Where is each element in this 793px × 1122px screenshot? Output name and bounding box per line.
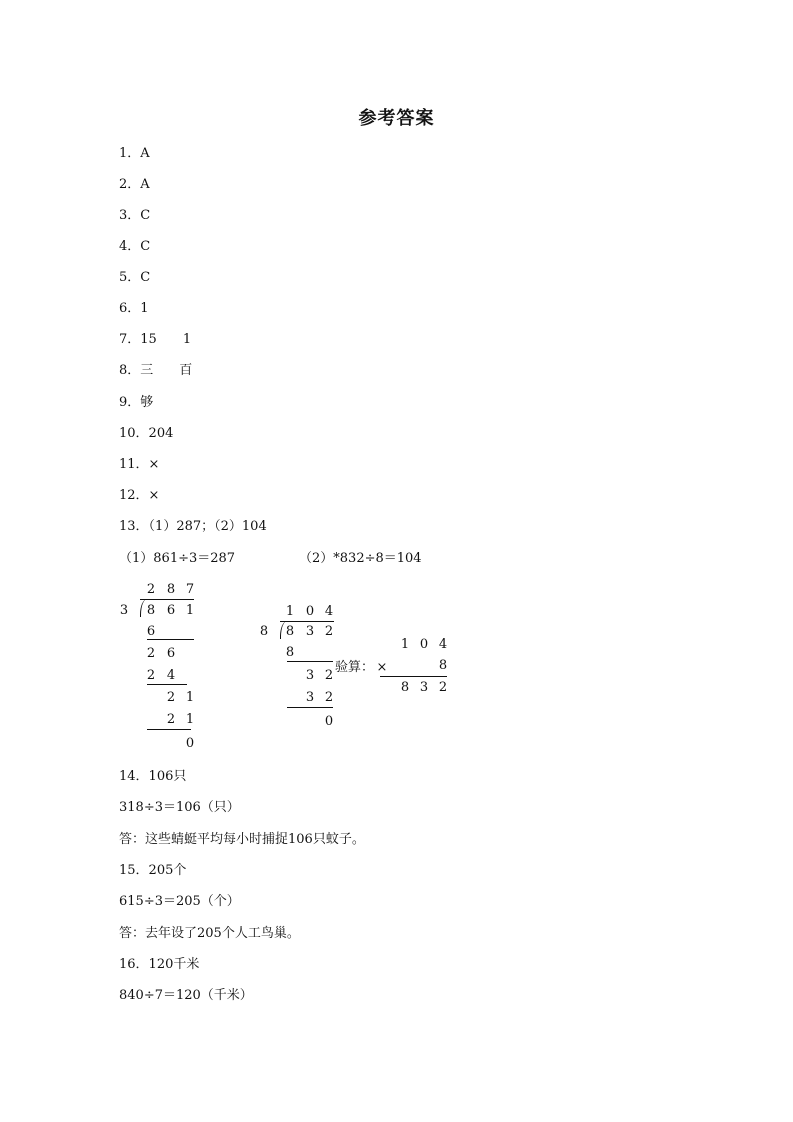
page-title: 参考答案 <box>358 108 435 129</box>
division-bar <box>140 599 194 600</box>
answer-13: 13．（1）287；（2）104 <box>119 519 267 534</box>
digit: 8 <box>146 603 156 618</box>
digit: 2 <box>166 690 176 705</box>
digit: 1 <box>185 690 195 705</box>
answer-9: 9．够 <box>119 395 154 410</box>
answer-5: 5．C <box>119 270 151 285</box>
subtraction-line <box>287 707 333 708</box>
digit: 2 <box>146 668 156 683</box>
multiply-sign: × <box>376 660 388 675</box>
product-line <box>380 676 447 677</box>
digit: 1 <box>185 712 195 727</box>
q13-equation-1: （1）861÷3＝287 <box>119 551 236 566</box>
digit: 2 <box>324 690 334 705</box>
digit: 8 <box>400 680 410 695</box>
answer-3: 3．C <box>119 208 151 223</box>
remainder: 0 <box>324 714 334 729</box>
digit: 7 <box>185 582 195 597</box>
digit: 4 <box>438 637 448 652</box>
answer-1: 1．A <box>119 146 150 161</box>
answer-14: 14．106只 <box>119 769 187 784</box>
q13-equation-2: （2）*832÷8＝104 <box>299 551 422 566</box>
answer-16-calc: 840÷7＝120（千米） <box>119 988 253 1003</box>
answer-11: 11．× <box>119 457 160 472</box>
digit: 4 <box>166 668 176 683</box>
digit: 0 <box>419 637 429 652</box>
answer-2: 2．A <box>119 177 150 192</box>
answer-10: 10．204 <box>119 426 174 441</box>
digit: 8 <box>285 624 295 639</box>
digit: 3 <box>305 690 315 705</box>
answer-7: 7．15 1 <box>119 332 192 347</box>
answer-4: 4．C <box>119 239 151 254</box>
digit: 3 <box>305 624 315 639</box>
subtraction-line <box>147 639 194 640</box>
subtraction-line <box>147 729 191 730</box>
subtraction-line <box>287 661 333 662</box>
digit: 1 <box>400 637 410 652</box>
digit: 1 <box>185 603 195 618</box>
digit: 0 <box>305 604 315 619</box>
digit: 8 <box>285 645 295 660</box>
answer-6: 6．1 <box>119 301 149 316</box>
answer-15: 15．205个 <box>119 863 187 878</box>
answer-14-statement: 答：这些蜻蜓平均每小时捕捉106只蚊子。 <box>119 832 365 847</box>
answer-15-calc: 615÷3＝205（个） <box>119 894 240 909</box>
verification-label: 验算： <box>335 660 375 675</box>
digit: 2 <box>324 624 334 639</box>
digit: 2 <box>146 646 156 661</box>
answer-16: 16．120千米 <box>119 957 200 972</box>
digit: 8 <box>438 658 448 673</box>
divisor: 8 <box>259 624 269 639</box>
answer-14-calc: 318÷3＝106（只） <box>119 800 240 815</box>
digit: 2 <box>146 582 156 597</box>
digit: 2 <box>324 668 334 683</box>
digit: 3 <box>419 680 429 695</box>
answer-15-statement: 答：去年设了205个人工鸟巢。 <box>119 926 300 941</box>
digit: 8 <box>166 582 176 597</box>
digit: 6 <box>166 603 176 618</box>
divisor: 3 <box>119 603 129 618</box>
digit: 4 <box>324 604 334 619</box>
digit: 6 <box>166 646 176 661</box>
subtraction-line <box>147 684 187 685</box>
division-bar <box>280 621 334 622</box>
answer-8: 8．三 百 <box>119 363 193 378</box>
remainder: 0 <box>185 736 195 751</box>
digit: 1 <box>285 604 295 619</box>
digit: 2 <box>166 712 176 727</box>
answer-12: 12．× <box>119 488 160 503</box>
digit: 6 <box>146 624 156 639</box>
digit: 3 <box>305 668 315 683</box>
digit: 2 <box>438 680 448 695</box>
